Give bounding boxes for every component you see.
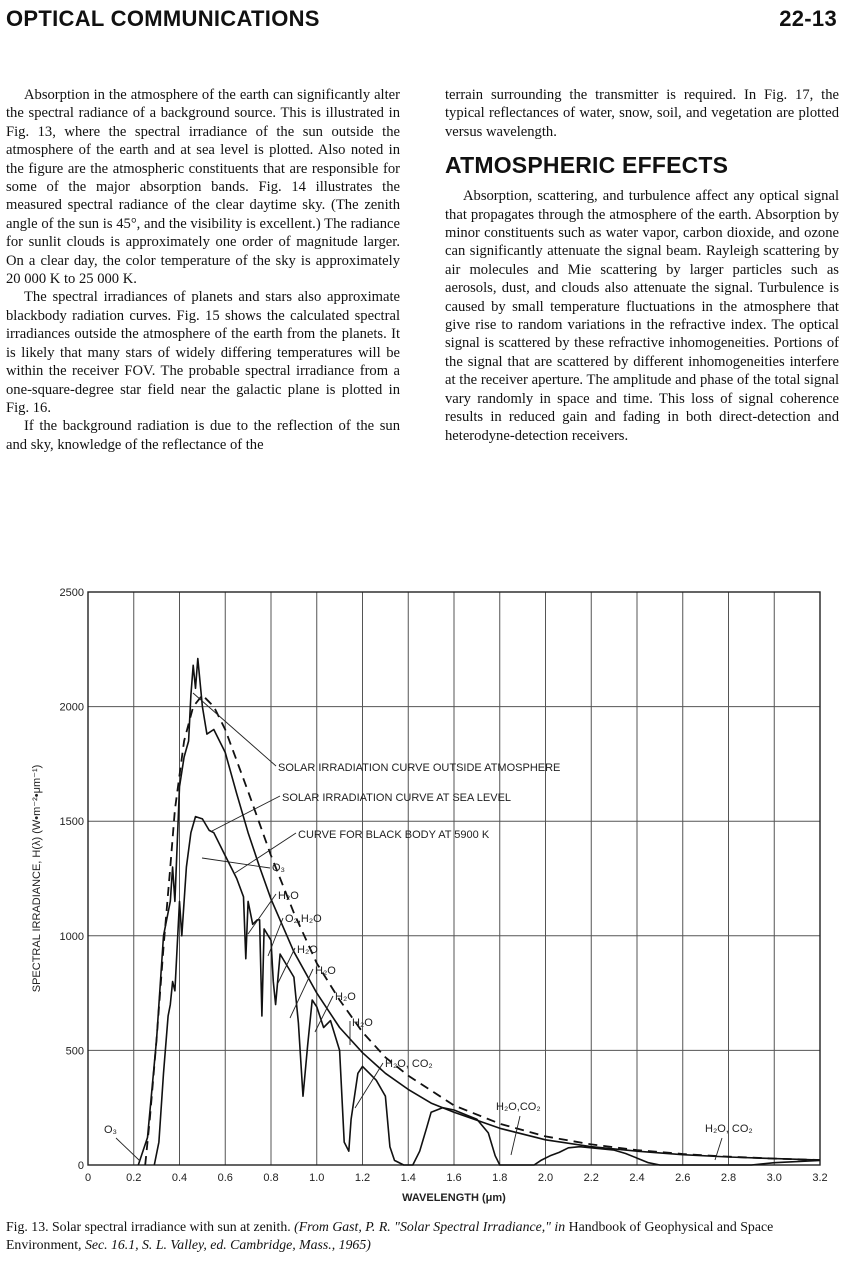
annotation-leader (202, 858, 270, 868)
y-tick-label: 2500 (59, 587, 84, 599)
x-tick-label: 0.8 (263, 1172, 279, 1184)
x-tick-label: 2.2 (583, 1172, 599, 1184)
y-tick-label: 1000 (59, 930, 84, 943)
left-column (6, 86, 400, 454)
x-tick-label: 0.6 (217, 1172, 233, 1184)
annotation-label: SOLAR IRRADIATION CURVE AT SEA LEVEL (282, 792, 512, 804)
x-tick-label: 1.4 (400, 1172, 416, 1184)
annotation-label: H₂O (297, 944, 318, 956)
section-heading: ATMOSPHERIC EFFECTS (445, 152, 729, 179)
annotation-label: H₂O (352, 1017, 373, 1029)
annotation-label: O₃ (272, 862, 286, 874)
annotation-label: H₂O, CO₂ (385, 1058, 433, 1070)
x-tick-label: 2.4 (629, 1172, 645, 1184)
annotation-label: H₂O,CO₂ (496, 1101, 541, 1113)
paragraph: Absorption, scattering, and turbulence affect any optical signal that propagates through the atmosphere of the earth. Absorption by minor constituents such as water vapor, carbon dioxide, and ozone can significantly attenuate the signal beam. Rayleigh scattering by air molecules and Mie scattering by larger particles such as aerosols, dust, and clouds also attenuate the signal. Turbulence is caused by small temperature fluctuations in the atmosphere that give rise to random variations in the refractive index. The optical signal is scattered by these refractive inhomogeneities. Portions of the signal that are scattered by different inhomogeneities interfere at the receiver aperture. The amplitude and phase of the total signal vary randomly in space and time. This loss of signal coherence results in reduced gain and fading in both direct-detection and heterodyne-detection receivers. (445, 188, 839, 444)
caption-source: (From Gast, P. R. "Solar Spectral Irradiance," in (294, 1219, 569, 1234)
y-tick-label: 1500 (59, 816, 84, 829)
x-tick-label: 0 (84, 1172, 92, 1184)
x-tick-label: 1.8 (492, 1172, 508, 1184)
paragraph: Absorption in the atmosphere of the earth can significantly alter the spectral radiance of a background source. This is illustrated in Fig. 13, where the spectral irradiance of the sun outside the atmosphere of the earth and at sea level is plotted. Also noted in the figure are the atmospheric constituents that are responsible for some of the major absorption bands. Fig. 14 illustrates the measured spectral radiance of the clear daytime sky. (The zenith angle of the sun is 45°, and the visibility is excellent.) The radiance for sunlit clouds is approximately one order of magnitude larger. On a clear day, the color temperature of the sky is approximately 20 000 K to 25 000 K. (6, 87, 400, 288)
paragraph: If the background radiation is due to the reflection of the sun and sky, knowledge of the reflectance of the (6, 418, 400, 453)
annotation-label: H₂O (335, 991, 356, 1003)
x-axis-label: WAVELENGTH (μm) (402, 1192, 506, 1204)
annotation-label: H₂O (315, 965, 336, 977)
x-tick-label: 2.6 (675, 1172, 691, 1184)
x-tick-label: 1.2 (354, 1172, 371, 1184)
figure-13-chart (0, 578, 845, 1208)
annotation-label: CURVE FOR BLACK BODY AT 5900 K (298, 829, 490, 841)
caption-book-title: Handbook of Geophysical and Space Environment (6, 1219, 774, 1252)
annotation-label: SOLAR IRRADIATION CURVE OUTSIDE ATMOSPHERE (278, 762, 561, 774)
right-column (445, 86, 839, 445)
x-tick-label: 1.0 (309, 1172, 325, 1184)
running-head (6, 4, 837, 34)
caption-label: Fig. 13. Solar spectral irradiance with sun at zenith. (6, 1219, 295, 1234)
y-tick-label: 2000 (59, 701, 84, 714)
annotation-label: O₃ (104, 1124, 118, 1136)
y-tick-label: 0 (77, 1160, 84, 1172)
x-tick-label: 2.0 (537, 1172, 554, 1184)
x-tick-label: 0.4 (171, 1172, 188, 1184)
x-tick-label: 1.6 (446, 1172, 462, 1184)
caption-source-tail: , Sec. 16.1, S. L. Valley, ed. Cambridge, Mass., 1965) (78, 1237, 371, 1252)
annotation-label: O₂,H₂O (285, 913, 322, 925)
y-axis-label: SPECTRAL IRRADIANCE, H(λ) (W•m⁻²•μm⁻¹) (31, 764, 43, 993)
series-line-1 (154, 817, 820, 1165)
x-tick-label: 3.2 (812, 1172, 828, 1184)
section-title: OPTICAL COMMUNICATIONS (6, 6, 320, 31)
annotation-leader (268, 918, 283, 956)
x-tick-label: 3.0 (766, 1172, 782, 1184)
paragraph: The spectral irradiances of planets and stars also approximate blackbody radiation curves. Fig. 15 shows the calculated spectral irradiances outside the atmosphere of the earth from the planets. It is likely that many stars of widely differing temperatures will be within the receiver FOV. The probable spectral irradiance from a one-square-degree star field near the galactic plane is plotted in Fig. 16. (6, 289, 400, 416)
y-tick-label: 500 (65, 1045, 84, 1058)
annotation-leader (116, 1138, 140, 1161)
annotation-label: H₂O (278, 890, 299, 902)
annotation-leader (511, 1116, 520, 1155)
figure-caption (6, 1218, 838, 1254)
annotation-leader (278, 948, 295, 983)
x-tick-label: 2.8 (720, 1172, 737, 1184)
annotation-leader (248, 894, 276, 934)
x-tick-label: 0.2 (126, 1172, 142, 1184)
page-number: 22-13 (779, 6, 837, 31)
annotation-label: H₂O, CO₂ (705, 1123, 753, 1135)
paragraph-continuation: terrain surrounding the transmitter is required. In Fig. 17, the typical reflectances of water, snow, soil, and vegetation are plotted versus wavelength. (445, 87, 839, 140)
